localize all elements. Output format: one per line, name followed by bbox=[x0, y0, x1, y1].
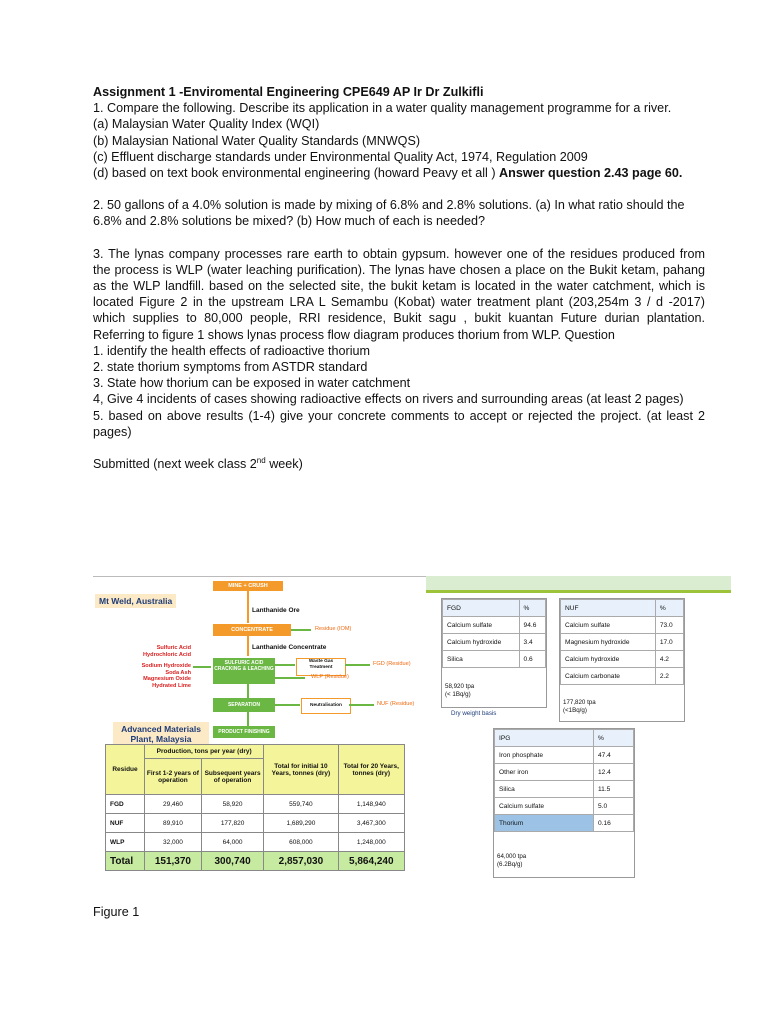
cell: Silica bbox=[443, 651, 520, 668]
fgd-note bbox=[445, 683, 474, 699]
cell: % bbox=[655, 600, 683, 617]
reagent: Sulfuric Acid bbox=[156, 645, 191, 651]
assignment-document bbox=[93, 84, 705, 472]
q3-item: 4, Give 4 incidents of cases showing radioactive effects on rivers and surrounding areas (at least 2 pages) bbox=[93, 392, 684, 407]
prod-head-col1: First 1-2 years of operation bbox=[145, 759, 202, 795]
fgd-note-2: (< 1Bq/g) bbox=[445, 691, 471, 698]
nuf-residue-label: NUF (Residue) bbox=[377, 701, 415, 707]
q1-intro: 1. Compare the following. Describe its application in a water quality management programme for a river. bbox=[93, 101, 672, 116]
cell: % bbox=[519, 600, 545, 617]
q1-a: (a) Malaysian Water Quality Index (WQI) bbox=[93, 117, 320, 132]
cell: 5.0 bbox=[594, 798, 634, 815]
cell: 47.4 bbox=[594, 747, 634, 764]
cell: Calcium sulfate bbox=[495, 798, 594, 815]
cell: FGD bbox=[106, 795, 145, 814]
separation-box: SEPARATION bbox=[213, 698, 275, 712]
q3-intro: 3. The lynas company processes rare earth to obtain gypsum. however one of the residues produced from the process is WLP (water leaching purification). The lynas have chosen a place on the Bukit ketam, pahang as the WLP landfill. based on the selected site, the bukit ketam is located in the water catchment, which is located Figure 2 in the upstream LRA L Semambu (Kobat) water treatment plant (203,254m 3 / d -2017) which supplies to 80,000 people, RRI residence, Bukit sagu , bukit kuantan Future durian plantation. Referring to figure 1 shows lynas process flow diagram produces thorium from WLP. Question bbox=[93, 246, 705, 342]
lanthanide-concentrate-label: Lanthanide Concentrate bbox=[252, 644, 327, 651]
cell: 3,467,300 bbox=[338, 814, 404, 833]
reagent: Sodium Hydroxide bbox=[141, 663, 191, 669]
cell: WLP bbox=[106, 833, 145, 852]
cell: Calcium hydroxide bbox=[561, 651, 656, 668]
cell: 73.0 bbox=[655, 617, 683, 634]
product-finishing-box: PRODUCT FINISHING bbox=[213, 726, 275, 738]
thorium-cell: Thorium bbox=[495, 815, 594, 832]
submitted-pre: Submitted (next week class 2 bbox=[93, 457, 257, 472]
cell: Calcium hydroxide bbox=[443, 634, 520, 651]
reagent: Soda Ash bbox=[165, 669, 191, 676]
nuf-composition-box bbox=[559, 598, 685, 722]
fgd-residue-label: FGD (Residue) bbox=[373, 661, 411, 667]
cell: 11.5 bbox=[594, 781, 634, 798]
nuf-note-1: 177,820 tpa bbox=[563, 699, 596, 706]
cell: 1,148,940 bbox=[338, 795, 404, 814]
prod-head-group: Production, tons per year (dry) bbox=[145, 745, 264, 759]
table-row bbox=[106, 795, 405, 814]
q3-item: 1. identify the health effects of radioactive thorium bbox=[93, 343, 370, 358]
ipg-composition-box bbox=[493, 728, 635, 878]
concentrate-box: CONCENTRATE bbox=[213, 624, 291, 636]
prod-head-col2: Subsequent years of operation bbox=[201, 759, 263, 795]
q1-d-text: (d) based on text book environmental engineering (howard Peavy et all ) bbox=[93, 166, 500, 181]
fgd-note-1: 58,920 tpa bbox=[445, 683, 475, 690]
cell: 58,920 bbox=[201, 795, 263, 814]
cell: 17.0 bbox=[655, 634, 683, 651]
cell: NUF bbox=[561, 600, 656, 617]
neutralisation-box: Neutralisation bbox=[301, 698, 351, 714]
cell: 0.6 bbox=[519, 651, 545, 668]
cell: 559,740 bbox=[264, 795, 338, 814]
cell: 94.6 bbox=[519, 617, 545, 634]
document-title: Assignment 1 -Enviromental Engineering CPE649 AP Ir Dr Zulkifli bbox=[93, 85, 484, 99]
q1-b: (b) Malaysian National Water Quality Standards (MNWQS) bbox=[93, 133, 421, 148]
cell: Calcium carbonate bbox=[561, 668, 656, 685]
cell: Other iron bbox=[495, 764, 594, 781]
mt-weld-label: Mt Weld, Australia bbox=[95, 594, 176, 608]
figure-caption: Figure 1 bbox=[93, 905, 140, 919]
nuf-table bbox=[560, 599, 684, 685]
fgd-table bbox=[442, 599, 546, 668]
cell: 4.2 bbox=[655, 651, 683, 668]
cell: 2,857,030 bbox=[264, 852, 338, 871]
ipg-note bbox=[497, 853, 526, 869]
table-total-row bbox=[106, 852, 405, 871]
cell: 12.4 bbox=[594, 764, 634, 781]
cell: 2.2 bbox=[655, 668, 683, 685]
reagent: Hydrochloric Acid bbox=[143, 651, 191, 658]
cell: 151,370 bbox=[145, 852, 202, 871]
dry-weight-basis: Dry weight basis bbox=[451, 710, 497, 717]
q3-item: 3. State how thorium can be exposed in water catchment bbox=[93, 376, 411, 391]
cell: 1,248,000 bbox=[338, 833, 404, 852]
cell: 32,000 bbox=[145, 833, 202, 852]
reagents-list bbox=[129, 645, 191, 689]
wlp-residue-label: WLP (Residue) bbox=[311, 674, 349, 680]
cell: Silica bbox=[495, 781, 594, 798]
cell: Total bbox=[106, 852, 145, 871]
production-table bbox=[105, 744, 405, 871]
cell: 1,689,290 bbox=[264, 814, 338, 833]
lanthanide-ore-label: Lanthanide Ore bbox=[252, 607, 300, 614]
cell: FGD bbox=[443, 600, 520, 617]
q1-c: (c) Effluent discharge standards under Environmental Quality Act, 1974, Regulation 2009 bbox=[93, 149, 588, 164]
submitted-post: week) bbox=[265, 457, 303, 472]
fgd-composition-box bbox=[441, 598, 547, 708]
reagent: Magnesium Oxide bbox=[143, 676, 191, 682]
cell: Calcium sulfate bbox=[561, 617, 656, 634]
ipg-table bbox=[494, 729, 634, 832]
amp-label: Advanced Materials Plant, Malaysia bbox=[113, 722, 209, 746]
cell: Iron phosphate bbox=[495, 747, 594, 764]
cell: 177,820 bbox=[201, 814, 263, 833]
ipg-note-1: 64,000 tpa bbox=[497, 853, 527, 860]
cell: IPG bbox=[495, 730, 594, 747]
reagent: Hydrated Lime bbox=[152, 682, 191, 689]
q3-item: 2. state thorium symptoms from ASTDR standard bbox=[93, 360, 368, 375]
submitted-sup: nd bbox=[256, 455, 266, 465]
residue-iom-label: Residue (IOM) bbox=[315, 626, 352, 632]
ipg-note-2: (6.2Bq/g) bbox=[497, 861, 523, 868]
prod-head-residue: Residue bbox=[106, 745, 145, 795]
cell: 29,460 bbox=[145, 795, 202, 814]
q3-item: 5. based on above results (1-4) give your concrete comments to accept or rejected the project. (at least 2 pages) bbox=[93, 408, 705, 439]
cell: 300,740 bbox=[201, 852, 263, 871]
cell: Calcium sulfate bbox=[443, 617, 520, 634]
nuf-note-2: (<1Bq/g) bbox=[563, 707, 587, 714]
cell: Magnesium hydroxide bbox=[561, 634, 656, 651]
nuf-note bbox=[563, 699, 596, 715]
cell: 64,000 bbox=[201, 833, 263, 852]
figure-1 bbox=[93, 576, 731, 893]
table-row bbox=[106, 833, 405, 852]
cell: % bbox=[594, 730, 634, 747]
cell: NUF bbox=[106, 814, 145, 833]
cell: 0.16 bbox=[594, 815, 634, 832]
prod-head-col4: Total for 20 Years, tonnes (dry) bbox=[338, 745, 404, 795]
prod-head-col3: Total for initial 10 Years, tonnes (dry) bbox=[264, 745, 338, 795]
cell: 89,910 bbox=[145, 814, 202, 833]
cell: 5,864,240 bbox=[338, 852, 404, 871]
table-row bbox=[106, 814, 405, 833]
cracking-box: SULFURIC ACID CRACKING & LEACHING bbox=[213, 658, 275, 684]
q1-d bbox=[93, 165, 705, 181]
submitted-note bbox=[93, 456, 705, 472]
q2: 2. 50 gallons of a 4.0% solution is made by mixing of 6.8% and 2.8% solutions. (a) In what ratio should the 6.8% and 2.8% solutions be mixed? (b) How much of each is needed? bbox=[93, 198, 685, 229]
waste-gas-box: Waste Gas Treatment bbox=[296, 658, 346, 676]
cell: 608,000 bbox=[264, 833, 338, 852]
q1-d-bold: Answer question 2.43 page 60. bbox=[499, 166, 683, 181]
mine-box: MINE + CRUSH bbox=[213, 581, 283, 591]
cell: 3.4 bbox=[519, 634, 545, 651]
